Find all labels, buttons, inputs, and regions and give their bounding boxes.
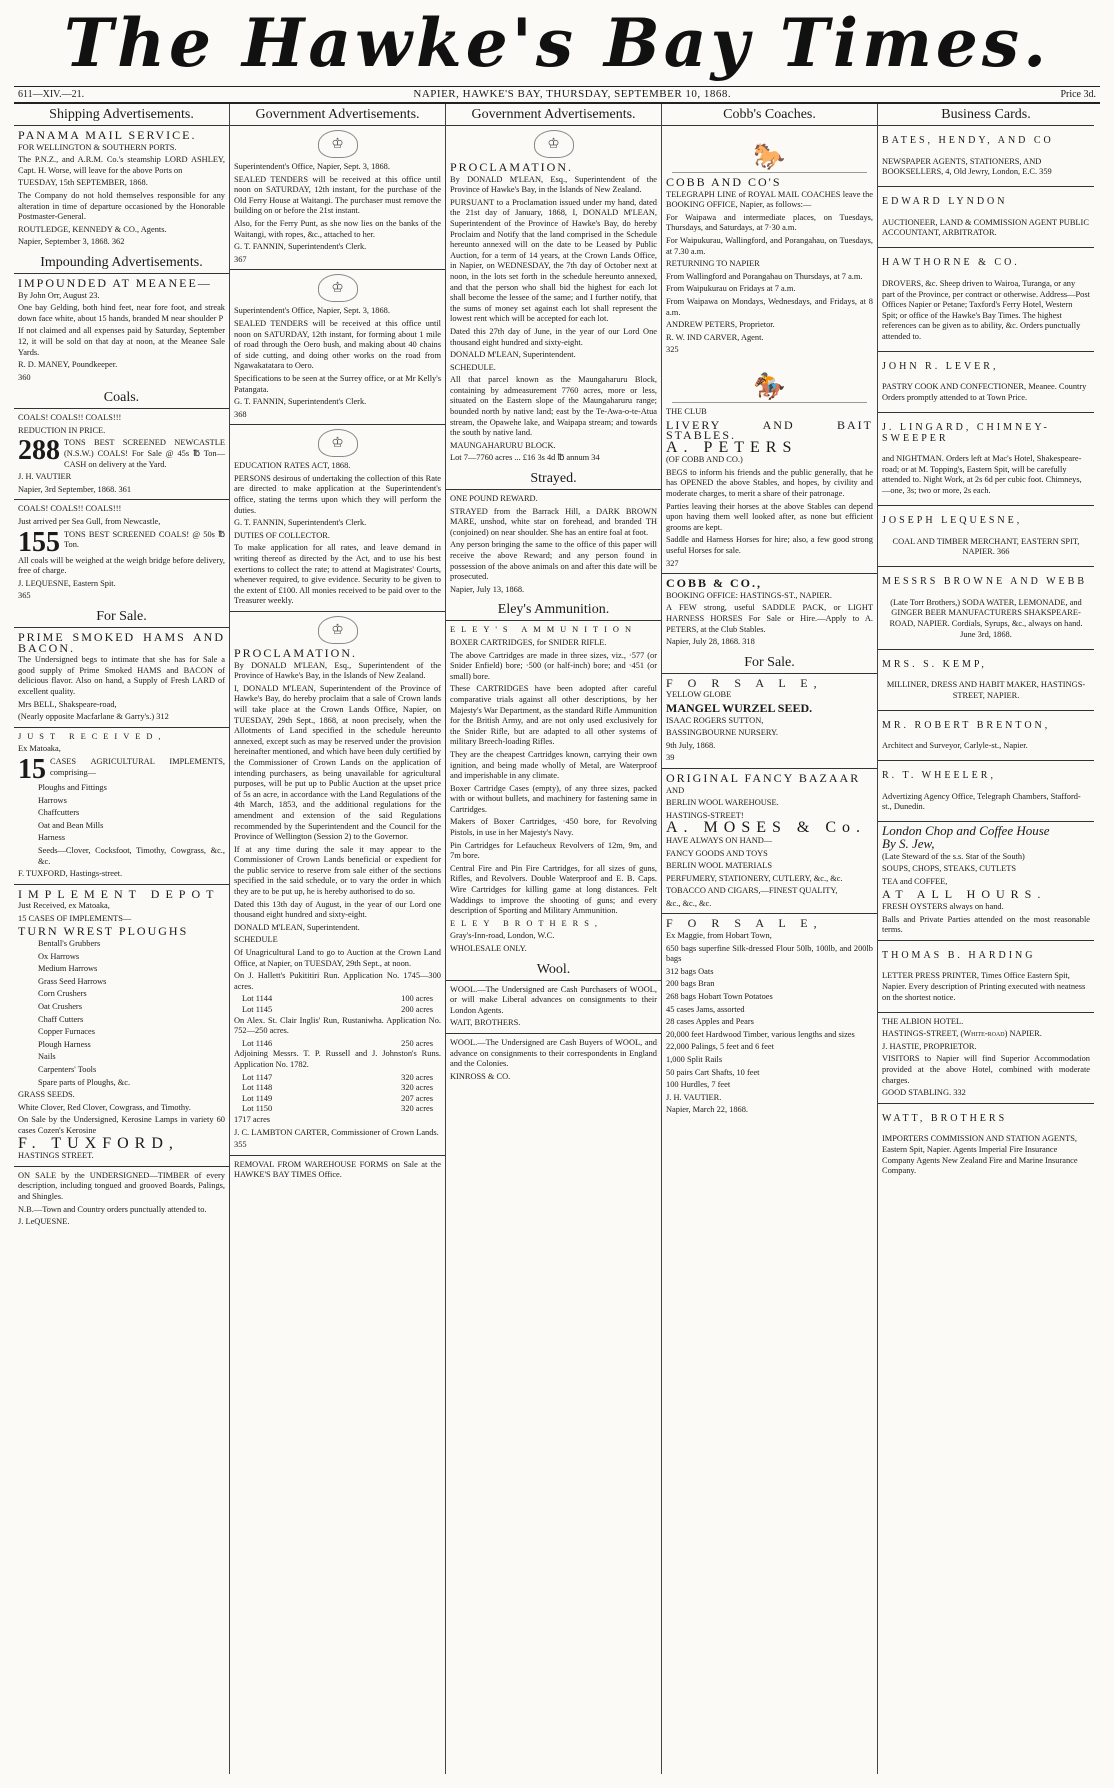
ad-subtitle: SCHEDULE. [450, 362, 496, 372]
ad-body: N.B.—Town and Country orders punctually attended to. [18, 1204, 207, 1214]
ad-by: By S. Jew, [882, 836, 935, 852]
ad-body: Balls and Private Parties attended on the most reasonable terms. [882, 914, 1090, 935]
royal-crest-icon: ♔ [318, 616, 358, 644]
vautier-sale-ad [666, 918, 873, 1116]
ad-lot: Lot 7—7760 acres ... £16 3s 4d ℔ annum 34 [450, 453, 600, 463]
ad-sign: J. H. VAUTIER [18, 472, 72, 482]
list-item: Oat Crushers [38, 1002, 82, 1012]
list-item: Oat and Bean Mills [38, 820, 104, 830]
impound-ad [18, 275, 225, 383]
section-heading: Coals. [14, 387, 229, 409]
business-card [882, 951, 1090, 1003]
ad-street: HASTINGS STREET. [18, 1151, 94, 1161]
ad-body: SOUPS, CHOPS, STEAKS, CUTLETS [882, 864, 1017, 874]
card-name: J. LINGARD, CHIMNEY-SWEEPER [882, 422, 1050, 444]
ad-title: PRIME SMOKED HAMS AND BACON. [18, 630, 225, 655]
ad-body: 15 CASES OF IMPLEMENTS— [18, 913, 132, 923]
ad-ex: Just Received, ex Matoaka, [18, 901, 110, 911]
list-item: For Waipawa and intermediate places, on Tuesdays, Thursdays, and Saturdays, at 7·30 a.m. [666, 212, 873, 233]
list-item: Bentall's Grubbers [38, 939, 101, 949]
column-3 [446, 104, 662, 1774]
ad-body: The Company do not hold themselves responsible for any alteration in time of departure occasioned by the Honorable Postmaster-General. [18, 190, 225, 222]
ad-title: THE CLUB [666, 406, 707, 416]
ad-body: TONS BEST SCREENED NEWCASTLE (N.S.W.) COALS! For Sale @ 45s ℔ Ton—CASH on delivery at the Yard. [64, 438, 225, 469]
list-item: Harrows [38, 795, 67, 805]
ad-agents: ROUTLEDGE, KENNEDY & CO., Agents. [18, 224, 167, 234]
business-card [882, 362, 1090, 404]
club-stables-ad [666, 407, 873, 569]
list-item: Plough Harness [38, 1039, 91, 1049]
ad-title: COBB & CO., [666, 576, 763, 591]
ad-subtitle: BOXER CARTRIDGES, for SNIDER RIFLE. [450, 637, 607, 647]
list-item: Seeds—Clover, Cocksfoot, Timothy, Cowgrass, &c., &c. [38, 845, 225, 866]
ad-sign: G. T. FANNIN, Superintendent's Clerk. [234, 518, 367, 528]
ad-sign: J. LEQUESNE, Eastern Spit. [18, 578, 116, 588]
ad-body: They are the cheapest Cartridges known, carrying their own ignition, and being made wholly of Metal, are Waterproof and imperishable in any climate. [450, 749, 657, 781]
ad-date: Napier, July 28, 1868. 318 [666, 637, 755, 647]
ad-street: HASTINGS-STREET! [666, 810, 744, 820]
ad-note: HAVE ALWAYS ON HAND— [666, 835, 773, 845]
ad-number: 360 [18, 372, 31, 382]
list-item: BERLIN WOOL MATERIALS [666, 861, 773, 871]
ad-name: A. MOSES & Co. [666, 819, 867, 837]
columns [14, 104, 1100, 1774]
card-name: MRS. S. KEMP, [882, 658, 987, 670]
list-item: Nails [38, 1052, 56, 1062]
ad-title: F O R S A L E, [666, 675, 823, 690]
ad-sign: F. TUXFORD, [18, 1134, 179, 1152]
ad-body: Specifications to be seen at the Surrey office, or at Mr Kelly's Patangata. [234, 373, 441, 394]
list-item: PERFUMERY, STATIONERY, CUTLERY, &c., &c. [666, 873, 843, 883]
dateline [14, 86, 1100, 104]
card-name: HAWTHORNE & CO. [882, 257, 1020, 269]
ad-bignum: 15 [18, 753, 46, 785]
ad-sign: J. LeQUESNE. [18, 1217, 70, 1227]
ad-body: Adjoining Messrs. T. P. Russell and J. Johnston's Runs. Application No. 1782. [234, 1049, 441, 1069]
card-body: NEWSPAPER AGENTS, STATIONERS, AND BOOKSELLERS, 4, Old Jewry, London, E.C. 359 [882, 156, 1052, 177]
section-heading: Cobb's Coaches. [662, 104, 877, 126]
ad-body: TONS BEST SCREENED COALS! @ 50s ℔ Ton. [64, 529, 225, 550]
proclamation-ad [234, 648, 441, 1151]
ad-title: COALS! COALS!! COALS!!! [18, 413, 122, 423]
ad-sign: J. C. LAMBTON CARTER, Commissioner of Crown Lands. [234, 1127, 439, 1137]
business-card [882, 577, 1090, 640]
business-card [882, 258, 1090, 342]
ad-body: One bay Gelding, both hind feet, near fore foot, and streak down face white, about 15 hands, branded M near shoulder P [18, 303, 225, 323]
ad-note: GOOD STABLING. 332 [882, 1088, 966, 1098]
list-item: Carpenters' Tools [38, 1065, 97, 1074]
ad-title: THE ALBION HOTEL. [882, 1016, 964, 1026]
card-body: MILLINER, DRESS AND HABIT MAKER, HASTINGS-STREET, NAPIER. [886, 680, 1086, 700]
list-item: FANCY GOODS AND TOYS [666, 848, 768, 858]
ad-number: 327 [666, 558, 679, 568]
masthead-title: The Hawke's Bay Times. [63, 4, 1051, 82]
section-heading: Government Advertisements. [446, 104, 661, 126]
ad-sign: ANDREW PETERS, Proprietor. [666, 320, 775, 330]
ad-bignum: 288 [18, 435, 60, 467]
ad-body: The P.N.Z., and A.R.M. Co.'s steamship LORD ASHLEY, Capt. H. Worse, will leave for the above Ports on [18, 155, 225, 175]
seed-ad [666, 675, 873, 764]
ad-sign: J. H. VAUTIER. [666, 1092, 722, 1102]
ad-total: 1717 acres [234, 1114, 271, 1124]
ad-body: VISITORS to Napier will find Superior Accommodation provided at the above Hotel, combined with moderate charges. [882, 1054, 1090, 1085]
ad-body: Also, for the Ferry Punt, as she now lies on the banks of the Waitangi, with ropes, &c., attached to her. [234, 218, 441, 239]
ad-body: These CARTRIDGES have been adopted after careful comparative trials against all other descriptions, by her Majesty's War Department, as the standard Rifle Ammunition for the British Army, and are not only used exclusively for the Snider Rifle, but are adapted to all other systems of military Breech-loading Rifles. [450, 684, 657, 747]
lot-row: Lot 1146 250 acres [242, 1038, 433, 1048]
list-item: 50 pairs Cart Shafts, 10 feet [666, 1067, 760, 1077]
list-item: Grass Seed Harrows [38, 976, 107, 986]
ad-body: Any person bringing the same to the office of this paper will receive the above Reward; and any person found in possession of the above animals on and after this date will be prosecuted. [450, 540, 657, 582]
cobb-co-ad [666, 578, 873, 648]
ad-body: Pin Cartridges for Lefaucheux Revolvers of 12m, 9m, and 7m bore. [450, 840, 657, 861]
education-ad [234, 461, 441, 607]
ad-street: HASTINGS-STREET, (White-road) NAPIER. [882, 1029, 1042, 1039]
ad-date: Napier, March 22, 1868. [666, 1105, 748, 1115]
card-body: DROVERS, &c. Sheep driven to Wairoa, Turanga, or any part of the Province, per contract or otherwise. Address—Post Offices Napier or Petane; Taxford's Ferry Hotel, Western Spit; or office of the Hawke's Bay Times. The highest references can be given as to ability, &c. Orders punctually attended to. [882, 278, 1090, 341]
ad-name: MANGEL WURZEL SEED. [666, 700, 813, 715]
business-card [882, 660, 1090, 702]
ad-title: PANAMA MAIL SERVICE. [18, 128, 197, 142]
panama-ad [18, 130, 225, 248]
ad-title: IMPLEMENT DEPOT [18, 886, 220, 901]
ad-office: Superintendent's Office, Napier, Sept. 3, 1868. [234, 306, 390, 316]
ad-sign: ISAAC ROGERS SUTTON, [666, 715, 764, 725]
ad-body: WOOL.—The Undersigned are Cash Buyers of WOOL, and advance on consignments to their correspondents in England and the Colonies. [450, 1037, 657, 1069]
ad-sign: R. D. MANEY, Poundkeeper. [18, 360, 118, 370]
royal-crest-icon: ♔ [318, 274, 358, 302]
lot-row: Lot 1148 320 acres [242, 1083, 433, 1093]
strayed-ad [450, 494, 657, 595]
horse-illustration-icon: 🏇 [672, 360, 867, 403]
ad-title: ELEY'S AMMUNITION [450, 625, 638, 635]
ad-body: All that parcel known as the Maungaharuru Block, containing by admeasurement 7760 acres, more or less, situated on the Eastern slope of the Maungaharuru range; bounded north by native land; east by the Te-Awa-o-te-Atua stream, the Opawehe lake, and Waipapa stream; and towards the south by native land. [450, 375, 657, 438]
ad-note: (OF COBB AND CO.) [666, 455, 743, 465]
ad-subtitle: TURN WREST PLOUGHS [18, 924, 189, 939]
column-5 [878, 104, 1094, 1774]
card-body: (Late Torr Brothers,) SODA WATER, LEMONADE, and GINGER BEER MANUFACTURERS SHAKSPEARE-ROAD, NAPIER. Cordials, Syrups, &c., always on hand. June 3rd, 1868. [889, 597, 1083, 639]
ad-body: If not claimed and all expenses paid by Saturday, September 12, it will be sold on that day at noon, at the Meanee Sale Yards. [18, 326, 225, 357]
lot-row: Lot 1145 200 acres [242, 1005, 433, 1014]
timber-ad [18, 1171, 225, 1228]
royal-crest-icon: ♔ [318, 130, 358, 158]
albion-hotel-ad [882, 1017, 1090, 1099]
ad-sign: G. T. FANNIN, Superintendent's Clerk. [234, 242, 367, 252]
ad-body: Dated this 27th day of June, in the year of our Lord One thousand eight hundred and sixty-eight. [450, 326, 657, 347]
ad-number: 355 [234, 1140, 247, 1150]
list-item: 28 cases Apples and Pears [666, 1017, 754, 1027]
ad-title: ONE POUND REWARD. [450, 494, 538, 504]
ad-body: Dated this 13th day of August, in the year of our Lord one thousand eight hundred and sixty-eight. [234, 899, 441, 920]
ad-title: EDUCATION RATES ACT, 1868. [234, 461, 351, 471]
ad-body: FRESH OYSTERS always on hand. [882, 902, 1004, 912]
section-heading: Business Cards. [878, 104, 1094, 126]
tender-ad-2 [234, 306, 441, 420]
ad-body: STRAYED from the Barrack Hill, a DARK BROWN MARE, unshod, white star on forehead, and branded TH (conjoined) on near shoulder. She has an entire foal at foot. [450, 506, 657, 537]
business-card [882, 136, 1090, 178]
ad-block: MAUNGAHARURU BLOCK. [450, 440, 556, 450]
ad-sign: ELEY BROTHERS, [450, 918, 604, 928]
list-item: Copper Furnaces [38, 1027, 95, 1037]
ad-title: COALS! COALS!! COALS!!! [18, 504, 122, 514]
ad-sign: DONALD M'LEAN, Superintendent. [450, 350, 576, 360]
card-body: and NIGHTMAN. Orders left at Mac's Hotel, Shakespeare-road; or at M. Topping's, Eastern Spit, will be carefully attended to. Night Work, at 2s 6d per cubic foot. Chimneys,—one, 3s; two or more, 2s each. [882, 454, 1082, 496]
ad-sign: DONALD M'LEAN, Superintendent. [234, 922, 360, 932]
ad-body: CASES AGRICULTURAL IMPLEMENTS, comprising— [50, 756, 225, 777]
ad-title: IMPOUNDED AT MEANEE— [18, 275, 212, 290]
royal-crest-icon: ♔ [534, 130, 574, 158]
ad-body: If at any time during the sale it may appear to the Commissioner of Crown Lands beneficial or expedient for the public service to reserve from sale either of the sections specified in the said schedule, or to vary the order in which they are to be put up, he is hereby authorised to do so. [234, 844, 441, 897]
royal-crest-icon: ♔ [318, 429, 358, 457]
list-item: 650 bags superfine Silk-dressed Flour 50lb, 100lb, and 200lb bags [666, 943, 873, 964]
card-name: JOSEPH LEQUESNE, [882, 515, 1023, 527]
ad-agent: R. W. IND CARVER, Agent. [666, 332, 764, 342]
column-4 [662, 104, 878, 1774]
issue-price: Price 3d. [1060, 89, 1096, 100]
ad-number: 365 [18, 591, 31, 601]
ad-office: Superintendent's Office, Napier, Sept. 3, 1868. [234, 162, 390, 171]
ad-sign: WAIT, BROTHERS. [450, 1018, 521, 1028]
list-item: 20,000 feet Hardwood Timber, various lengths and sizes [666, 1029, 855, 1039]
list-item: RETURNING TO NAPIER [666, 259, 760, 269]
list-item: Ox Harrows [38, 951, 80, 961]
issue-date: NAPIER, HAWKE'S BAY, THURSDAY, SEPTEMBER 10, 1868. [413, 88, 732, 100]
section-heading: For Sale. [14, 606, 229, 628]
ad-bignum: 155 [18, 526, 60, 558]
list-item: 200 bags Bran [666, 979, 715, 989]
section-heading: Impounding Advertisements. [14, 252, 229, 274]
ad-body: REMOVAL FROM WAREHOUSE FORMS on Sale at the HAWKE'S BAY TIMES Office. [234, 1159, 441, 1180]
hams-ad [18, 632, 225, 723]
ad-title: JUST RECEIVED, [18, 731, 167, 741]
card-name: MR. ROBERT BRENTON, [882, 719, 1051, 731]
ad-body: White Clover, Red Clover, Cowgrass, and Timothy. [18, 1102, 191, 1112]
ad-body: All coals will be weighed at the weigh bridge before delivery, free of charge. [18, 555, 225, 576]
list-item: TOBACCO AND CIGARS,—FINEST QUALITY, [666, 886, 838, 896]
ad-note: WHOLESALE ONLY. [450, 944, 527, 953]
card-name: THOMAS B. HARDING [882, 949, 1036, 961]
ad-name: A. PETERS [666, 438, 798, 456]
lot-row: Lot 1149 207 acres [242, 1093, 433, 1103]
list-item: Chaffcutters [38, 808, 80, 818]
cobb-coaches-ad [666, 177, 873, 356]
card-name: EDWARD LYNDON [882, 196, 1008, 208]
ad-sign: Napier, September 3, 1868. 362 [18, 237, 125, 247]
ad-subtitle: BOOKING OFFICE: HASTINGS-ST., NAPIER. [666, 590, 832, 600]
lot-row: Lot 1144 100 acres [242, 994, 433, 1004]
ad-subtitle: BERLIN WOOL WAREHOUSE. [666, 798, 779, 808]
ad-body: Boxer Cartridge Cases (empty), of any three sizes, packed with or without bullets, and machinery for fastening same in Cartridges. [450, 783, 657, 814]
ad-subtitle: GRASS SEEDS. [18, 1090, 75, 1100]
ad-subtitle: FOR WELLINGTON & SOUTHERN PORTS. [18, 142, 177, 152]
card-body: Advertizing Agency Office, Telegraph Chambers, Stafford-st., Dunedin. [882, 791, 1081, 812]
coach-illustration-icon: 🐎 [672, 130, 867, 173]
ad-body: Parties leaving their horses at the above Stables can depend upon having them well looked after, as none but efficient grooms are kept. [666, 501, 873, 532]
list-item: From Wallingford and Porangahau on Thursdays, at 7 a.m. [666, 271, 863, 281]
ad-body: Of Unagricultural Land to go to Auction at the Crown Land Office, at Napier, on TUESDAY, 29th Sept., at noon. [234, 948, 441, 968]
ad-date: Napier, 3rd September, 1868. 361 [18, 484, 132, 494]
section-heading: Strayed. [446, 468, 661, 490]
card-name: BATES, HENDY, AND CO [882, 135, 1054, 146]
ad-body: I, DONALD M'LEAN, Superintendent of the Province of Hawke's Bay, do hereby proclaim that a sale of Crown lands will take place at the Crown Lands Office, Napier, on TUESDAY, 29th Sept., 1868, at noon precisely, when the Allotments of Land specified in the schedule hereunto annexed, except such as may be reserved under the provision hereinafter mentioned, and which have been duly certified by the Commissioner of Crown Lands on the application of intending purchasers, as being unavailable for agricultural purposes, will be put up to Public Auction at the upset price of 5s an acre, in accordance with the Land Regulations of the 4th March, 1853, and the additional regulations for the amendment and extension of the said Regulations recommended by the Superintendent and the Council for the Province of Wellington (Session 2) to the Governor. [234, 683, 441, 842]
list-item: 45 cases Jams, assorted [666, 1004, 745, 1014]
section-heading: Eley's Ammunition. [446, 599, 661, 621]
list-item: From Waipawa on Mondays, Wednesdays, and Fridays, at 8 a.m. [666, 296, 873, 317]
business-card [882, 1114, 1090, 1177]
list-item: &c., &c., &c. [666, 898, 712, 908]
ad-number: 39 [666, 753, 675, 763]
column-1 [14, 104, 230, 1774]
chop-house-ad [882, 823, 1090, 935]
ad-by: By John Orr, August 23. [18, 290, 100, 300]
ad-body: BEGS to inform his friends and the public generally, that he has OPENED the above Stables, and hopes, by civility and moderate charges, to merit a share of their patronage. [666, 467, 873, 499]
wool-ad-1 [450, 985, 657, 1029]
business-card [882, 516, 1090, 558]
ad-body: ON SALE by the UNDERSIGNED—TIMBER of every description, including tongued and grooved Boards, Palings, and Shingles. [18, 1170, 225, 1201]
card-body: Architect and Surveyor, Carlyle-st., Napier. [882, 741, 1028, 751]
ad-body: SEALED TENDERS will be received at this office until noon on SATURDAY, 12th instant, for the purchase of the Old Ferry House at Waitangi. The purchaser must remove the building on or before the 21st instant. [234, 174, 441, 216]
section-heading: Government Advertisements. [230, 104, 445, 126]
ad-number: 325 [666, 345, 679, 355]
ad-subtitle: SCHEDULE [234, 935, 278, 945]
lot-row: Lot 1147 320 acres [242, 1072, 433, 1082]
ad-body: Makers of Boxer Cartridges, ·450 bore, for Revolving Pistols, in use in her Majesty's Navy. [450, 817, 657, 838]
ad-body: WOOL.—The Undersigned are Cash Purchasers of WOOL, or will make Liberal advances on consignments to their London Agents. [450, 984, 657, 1015]
ad-body: TELEGRAPH LINE of ROYAL MAIL COACHES leave the BOOKING OFFICE, Napier, as follows:— [666, 189, 873, 210]
list-item: Ploughs and Fittings [38, 782, 107, 792]
ad-nursery: BASSINGBOURNE NURSERY. [666, 728, 779, 738]
coals-ad [18, 413, 225, 602]
ad-body: On Alex. St. Clair Inglis' Run, Rustaniwha. Application No. 752—250 acres. [234, 1015, 441, 1036]
ad-body: On J. Hallett's Pukititiri Run. Application No. 1745—300 acres. [234, 971, 441, 991]
ad-subtitle: DUTIES OF COLLECTOR. [234, 530, 330, 540]
ad-sign: KINROSS & CO. [450, 1071, 511, 1081]
wool-ad-2 [450, 1038, 657, 1082]
tender-ad-1 [234, 162, 441, 265]
ad-number: 367 [234, 254, 247, 264]
list-item: 268 bags Hobart Town Potatoes [666, 992, 773, 1002]
ad-ex: Ex Matoaka, [18, 744, 61, 754]
section-heading: For Sale. [662, 652, 877, 674]
list-item: Chaff Cutters [38, 1014, 84, 1024]
card-body: AUCTIONEER, LAND & COMMISSION AGENT PUBLIC ACCOUNTANT, ARBITRATOR. [882, 217, 1089, 238]
card-body: COAL AND TIMBER MERCHANT, EASTERN SPIT, NAPIER. 366 [892, 536, 1080, 557]
ad-subtitle: AT ALL HOURS. [882, 887, 1047, 902]
ad-body: Saddle and Harness Horses for hire; also, a few good strong useful Horses for sale. [666, 535, 873, 556]
business-card [882, 771, 1090, 813]
business-card [882, 721, 1090, 752]
ad-body: The above Cartridges are made in three sizes, viz., ·577 (or Snider Enfield) bore; ·500 (or half-inch) bore; and ·451 (or small) bore. [450, 650, 657, 681]
ad-note: (Nearly opposite Macfarlane & Garry's.) 312 [18, 712, 169, 722]
ad-sign: F. TUXFORD, Hastings-street. [18, 869, 123, 879]
ad-title: ORIGINAL FANCY BAZAAR [666, 770, 861, 785]
ad-subtitle: LIVERY AND BAIT STABLES. [666, 417, 873, 443]
lot-row: Lot 1150 320 acres [242, 1104, 433, 1114]
list-item: Harness [38, 833, 65, 843]
ad-title: London Chop and Coffee House [882, 823, 1050, 839]
ad-title: PROCLAMATION. [450, 160, 574, 174]
ad-body: To make application for all rates, and leave demand in writing thereof as directed by the Act, and to use his best exertions to collect the rate; to attend at Magistrates' Courts, whenever required, to give evidence. Security to be given to the extent of £100. All monies received to be paid over to the Treasurer weekly. [234, 543, 441, 606]
ad-and: AND [666, 785, 685, 795]
list-item: 100 Hurdles, 7 feet [666, 1080, 731, 1090]
ad-note: (Late Steward of the s.s. Star of the South) [882, 851, 1025, 861]
ad-body: A FEW strong, useful SADDLE PACK, or LIGHT HARNESS HORSES For Sale or Hire.—Apply to A. PETERS, at the Club Stables. [666, 603, 873, 634]
issue-number: 611—XIV.—21. [18, 89, 85, 100]
implement-depot-ad [18, 886, 225, 1162]
card-body: LETTER PRESS PRINTER, Times Office Eastern Spit, Napier. Every description of Printing executed with neatness on the shortest notice. [882, 971, 1086, 1002]
list-item: For Waipukurau, Wallingford, and Porangahau, on Tuesdays, at 7.30 a.m. [666, 235, 873, 256]
ad-body: PURSUANT to a Proclamation issued under my hand, dated the 21st day of January, 1868, I, DONALD M'LEAN, Superintendent of the Province of Hawke's Bay, do hereby Proclaim and Notify that the land comprised in the Schedule hereunto annexed will on the date to be Leased by Public Auction, for a term of 14 years, at the Crown Lands Office, in Napier, on WEDNESDAY, the 7th day of October next at noon, in the lots set forth in the schedule hereunto annexed, and that the person who shall bid the highest for each lot shall become the lessee of the same; and I further notify, that the sums of money set against each lot shall represent the lowest rent which will be accepted for each lot. [450, 197, 657, 324]
ad-body: PERSONS desirous of undertaking the collection of this Rate are directed to make application at the Superintendent's office, stating the terms upon which they will perform the duties. [234, 473, 441, 515]
ad-by: By DONALD M'LEAN, Esq., Superintendent of the Province of Hawke's Bay, in the Islands of New Zealand. [234, 660, 441, 681]
ad-sign: J. HASTIE, PROPRIETOR. [882, 1041, 977, 1051]
list-item: Spare parts of Ploughs, &c. [38, 1077, 131, 1087]
column-2 [230, 104, 446, 1774]
received-ad [18, 732, 225, 880]
ad-body: On Sale by the Undersigned, Kerosine Lamps in variety 60 cases Cozen's Kerosine [18, 1115, 225, 1135]
card-body: PASTRY COOK AND CONFECTIONER, Meanee. Country Orders promptly attended to at Town Price. [882, 382, 1087, 403]
ad-date: TUESDAY, 15th SEPTEMBER, 1868. [18, 178, 148, 188]
ad-sign: G. T. FANNIN, Superintendent's Clerk. [234, 397, 367, 407]
ad-ex: Ex Maggie, from Hobart Town, [666, 931, 772, 941]
card-body: IMPORTERS COMMISSION AND STATION AGENTS, Eastern Spit, Napier. Agents Imperial Fire Insurance Company Agents New Zealand Fire and Marine Insurance Company. [882, 1134, 1078, 1176]
ad-by: By DONALD M'LEAN, Esq., Superintendent of the Province of Hawke's Bay, in the Islands of New Zealand. [450, 174, 657, 195]
ad-body: Just arrived per Sea Gull, from Newcastle, [18, 517, 161, 527]
eley-ad [450, 625, 657, 954]
list-item: Corn Crushers [38, 989, 87, 999]
ad-sign: Mrs BELL, Shakspeare-road, [18, 699, 117, 709]
ad-address: Gray's-Inn-road, London, W.C. [450, 931, 555, 941]
list-item: Medium Harrows [38, 964, 98, 974]
ad-number: 368 [234, 409, 247, 419]
list-item: From Waipukurau on Fridays at 7 a.m. [666, 284, 796, 294]
business-card [882, 423, 1090, 497]
card-name: MESSRS BROWNE AND WEBB [882, 576, 1088, 588]
card-name: WATT, BROTHERS [882, 1112, 1008, 1124]
ad-body: SEALED TENDERS will be received at this office until noon on SATURDAY, 12th instant, for forming about 1 mile of road through the Oero bush, and making about 40 chains of side cutting, and doing other works on the road from Ngawakatatara to Oero. [234, 318, 441, 371]
list-item: 1,000 Split Rails [666, 1055, 723, 1064]
list-item: 312 bags Oats [666, 966, 714, 976]
ad-title: COBB AND CO'S [666, 175, 782, 189]
ad-date: Napier, July 13, 1868. [450, 584, 525, 594]
ad-body: The Undersigned begs to intimate that she has for Sale a good supply of Prime Smoked HAMS and BACON of delicious flavor. Also on hand, a Supply of Fresh LARD of excellent quality. [18, 655, 225, 696]
card-name: JOHN R. LEVER, [882, 360, 999, 372]
section-heading: Wool. [446, 959, 661, 981]
bazaar-ad [666, 770, 873, 910]
ad-body: Central Fire and Pin Fire Cartridges, for all sizes of guns, Rifles, and Revolvers. Double Waterproof and E. B. Caps. Wire Cartridges for killing game at long distances. Felt Waddings to improve the shooting of guns; and every description of Sporting and Military Ammunition. [450, 863, 657, 916]
ad-subtitle: REDUCTION IN PRICE. [18, 425, 106, 435]
removal-ad [234, 1160, 441, 1181]
card-name: R. T. WHEELER, [882, 770, 996, 782]
ad-title: F O R S A L E, [666, 916, 823, 931]
ad-date: 9th July, 1868. [666, 740, 716, 750]
proclamation-ad [450, 162, 657, 464]
ad-title: PROCLAMATION. [234, 646, 358, 660]
business-card [882, 197, 1090, 239]
list-item: 22,000 Palings, 5 feet and 6 feet [666, 1042, 774, 1052]
section-heading: Shipping Advertisements. [14, 104, 229, 126]
ad-body: TEA and COFFEE, [882, 876, 948, 886]
ad-subtitle: YELLOW GLOBE [666, 690, 732, 700]
